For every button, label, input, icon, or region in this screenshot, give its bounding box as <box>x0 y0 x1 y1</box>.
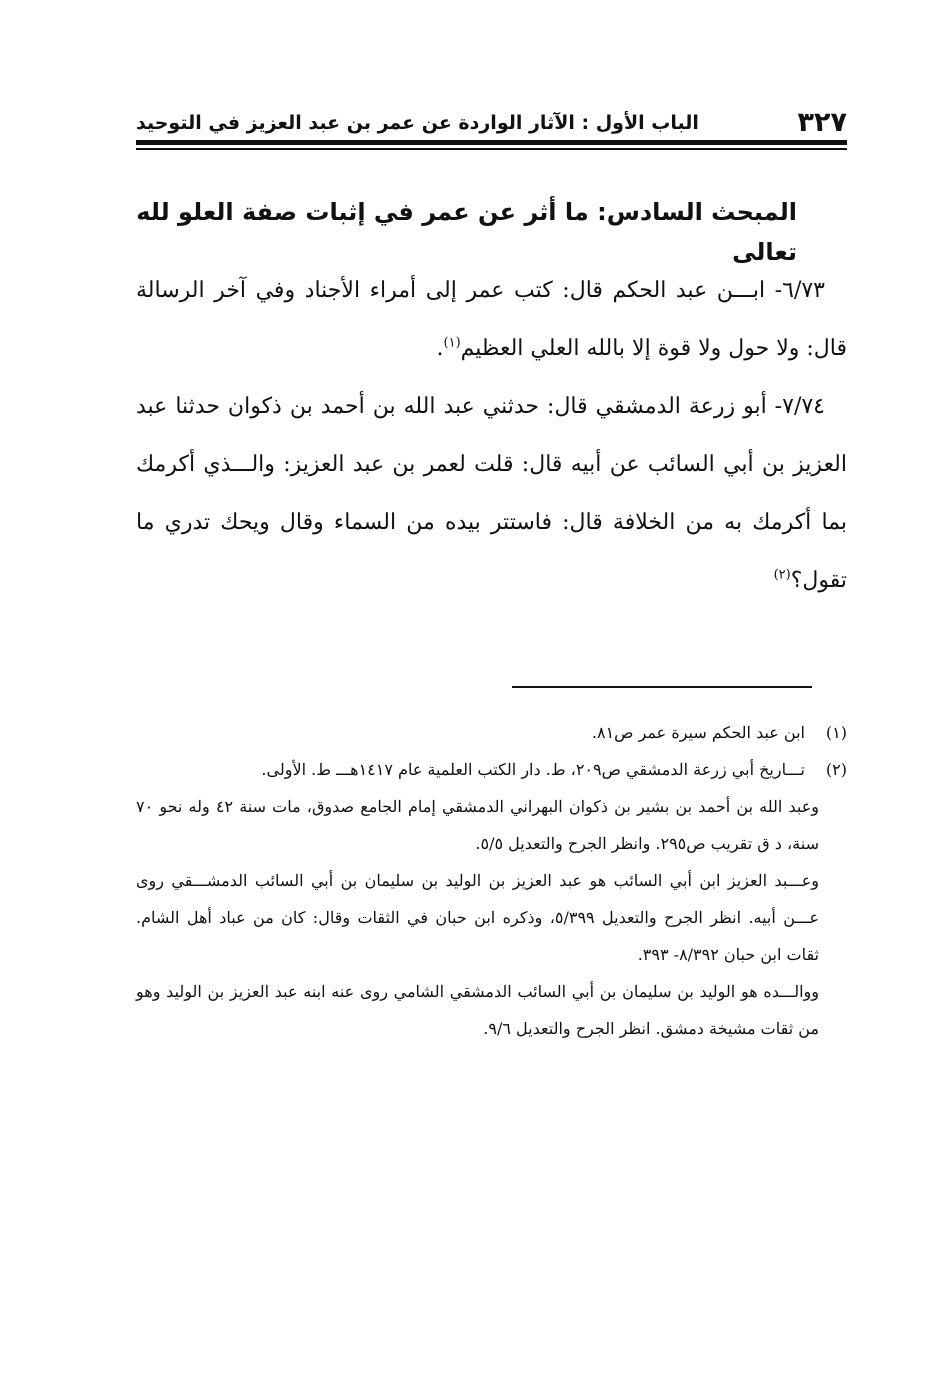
footnote-paragraph: وعـــبد العزيز ابن أبي السائب هو عبد العزيز بن الوليد بن سليمان بن أبي السائب الدمشـــقي روى عـــن أبيه. انظر الجرح والتعديل ٥/٣٩٩، وذكره ابن حبان في الثقات وقال: كان من عباد أهل الشام. ثقات ابن حبان ٨/٣٩٢- ٣٩٣. <box>136 871 820 964</box>
footnote-ref-1: (١) <box>443 335 461 351</box>
main-text <box>136 262 847 610</box>
running-title: الباب الأول : الآثار الواردة عن عمر بن عبد العزيز في التوحيد <box>136 112 699 134</box>
paragraph-athar-74 <box>136 378 847 610</box>
footnotes <box>136 714 847 1047</box>
section-title: المبحث السادس: ما أثر عن عمر في إثبات صفة العلو لله تعالى <box>136 198 797 266</box>
page-number: ٣٢٧ <box>797 107 847 138</box>
footnote-ref-2: (٢) <box>773 567 791 583</box>
paragraph-text: ٦/٧٣- ابـــن عبد الحكم قال: كتب عمر إلى أمراء الأجناد وفي آخر الرسالة قال: ولا حول ولا قوة إلا بالله العلي العظيم <box>136 278 847 361</box>
footnote-paragraph: وعبد الله بن أحمد بن بشير بن ذكوان البهراني الدمشقي إمام الجامع صدوق، مات سنة ٤٢ وله نحو ٧٠ سنة، د ق تقريب ص٢٩٥. وانظر الجرح والتعديل ٥/٥. <box>136 797 820 853</box>
paragraph-athar-73 <box>136 262 847 378</box>
footnote-paragraph: ووالـــده هو الوليد بن سليمان بن أبي السائب الدمشقي الشامي روى عنه ابنه عبد العزيز بن الوليد وهو من ثقات مشيخة دمشق. انظر الجرح والتعديل ٩/٦. <box>136 982 819 1038</box>
paragraph-text: ٧/٧٤- أبو زرعة الدمشقي قال: حدثني عبد الله بن أحمد بن ذكوان حدثنا عبد العزيز بن أبي السائب عن أبيه قال: قلت لعمر بن عبد العزيز: والـــذي أكرمك بما أكرمك به من الخلافة قال: فاستتر بيده من السماء وقال ويحك تدري ما تقول؟ <box>136 394 847 593</box>
paragraph-tail: . <box>436 336 444 361</box>
footnote-text: تـــاريخ أبي زرعة الدمشقي ص٢٠٩، ط. دار الكتب العلمية عام ١٤١٧هـــ ط. الأولى. <box>261 760 805 779</box>
page-header <box>136 100 847 138</box>
footnote-2 <box>136 751 847 788</box>
footnote-number: (١) <box>825 723 847 742</box>
footnote-1 <box>136 714 847 751</box>
footnote-separator <box>512 686 812 688</box>
footnote-number: (٢) <box>825 760 847 779</box>
footnote-text: ابن عبد الحكم سيرة عمر ص٨١. <box>591 723 805 742</box>
header-rule-thin <box>136 148 847 150</box>
header-rule-thick <box>136 140 847 145</box>
